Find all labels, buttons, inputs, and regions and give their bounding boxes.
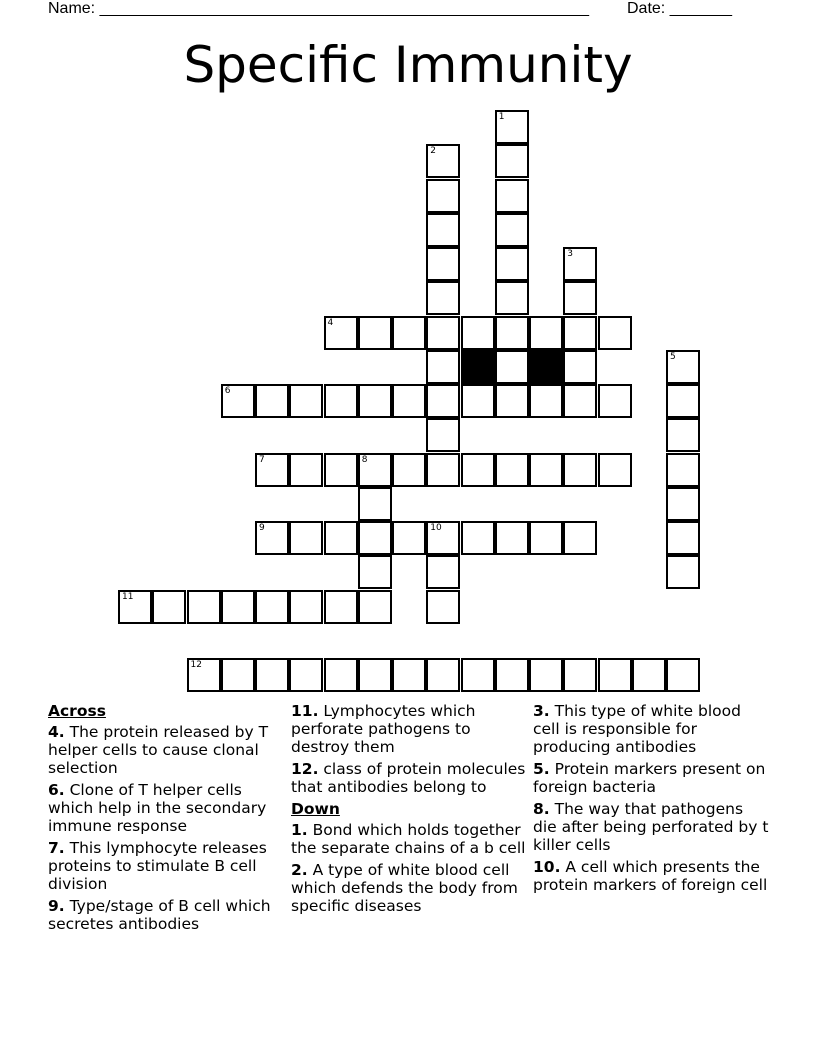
crossword-cell[interactable] [529, 384, 563, 418]
clue-item-number: 1. [291, 821, 308, 839]
crossword-cell[interactable] [255, 384, 289, 418]
crossword-cell[interactable] [598, 316, 632, 350]
clue-number: 1 [498, 112, 505, 122]
clue-item [291, 861, 527, 915]
crossword-cell[interactable] [324, 521, 358, 555]
clue-number: 5 [670, 351, 676, 362]
crossword-cell[interactable] [529, 316, 563, 350]
crossword-cell[interactable] [563, 658, 597, 692]
crossword-cell[interactable] [461, 316, 495, 350]
crossword-cell[interactable] [426, 384, 460, 418]
clue-item-number: 6. [48, 781, 65, 799]
crossword-cell[interactable] [495, 213, 529, 247]
crossword-cell[interactable] [289, 658, 323, 692]
clue-item-text: class of protein molecules that antibodies belong to [291, 760, 526, 796]
clue-number: 7 [259, 454, 265, 465]
across-heading: Across [48, 702, 106, 720]
crossword-cell[interactable] [187, 590, 221, 624]
crossword-cell[interactable] [461, 521, 495, 555]
clue-number: 6 [224, 386, 231, 396]
clue-item-text: This lymphocyte releases proteins to stimulate B cell division [48, 839, 267, 893]
crossword-cell[interactable] [529, 658, 563, 692]
crossword-cell[interactable] [563, 350, 597, 384]
crossword-cell[interactable] [495, 281, 529, 315]
crossword-cell[interactable] [152, 590, 186, 624]
crossword-cell[interactable] [358, 384, 392, 418]
crossword-cell[interactable] [324, 658, 358, 692]
clue-item-number: 8. [533, 800, 550, 818]
crossword-cell[interactable] [461, 384, 495, 418]
clue-item-number: 10. [533, 858, 561, 876]
name-field-label: Name: _______________________________________________________ [48, 0, 589, 17]
clue-item-number: 5. [533, 760, 550, 778]
clue-number: 11 [122, 591, 134, 602]
crossword-cell[interactable] [289, 590, 323, 624]
crossword-cell[interactable] [392, 521, 426, 555]
crossword-cell[interactable] [392, 384, 426, 418]
black-square [461, 350, 495, 384]
crossword-cell[interactable] [666, 487, 700, 521]
crossword-cell[interactable] [289, 521, 323, 555]
crossword-cell[interactable] [529, 521, 563, 555]
crossword-cell[interactable] [426, 658, 460, 692]
clue-item-number: 2. [291, 861, 308, 879]
clues-column-1 [48, 702, 284, 937]
crossword-cell[interactable] [426, 418, 460, 452]
crossword-cell[interactable] [426, 179, 460, 213]
crossword-cell[interactable] [598, 658, 632, 692]
crossword-cell[interactable] [426, 350, 460, 384]
clue-number: 9 [259, 523, 265, 533]
crossword-cell[interactable] [426, 316, 460, 350]
crossword-cell[interactable] [495, 453, 529, 487]
crossword-cell[interactable] [495, 179, 529, 213]
crossword-cell[interactable] [324, 384, 358, 418]
crossword-cell[interactable] [598, 453, 632, 487]
crossword-cell[interactable] [358, 658, 392, 692]
crossword-cell[interactable] [392, 316, 426, 350]
clue-item-number: 7. [48, 839, 65, 857]
clue-item [48, 897, 284, 933]
page-title: Specific Immunity [183, 36, 633, 94]
down-clue-list [291, 821, 527, 915]
crossword-cell[interactable] [666, 453, 700, 487]
crossword-cell[interactable] [289, 453, 323, 487]
black-square [529, 350, 563, 384]
clue-item-text: This type of white blood cell is responsible for producing antibodies [533, 702, 741, 756]
down-heading: Down [291, 800, 340, 818]
crossword-cell[interactable] [495, 316, 529, 350]
clue-number: 8 [361, 454, 368, 465]
crossword-cell[interactable] [563, 384, 597, 418]
crossword-cell[interactable] [324, 590, 358, 624]
crossword-cell[interactable] [529, 453, 563, 487]
clue-item-number: 12. [291, 760, 319, 778]
crossword-cell[interactable] [461, 453, 495, 487]
crossword-cell[interactable] [563, 521, 597, 555]
clue-item-text: A type of white blood cell which defends the body from specific diseases [291, 861, 518, 915]
crossword-cell[interactable] [495, 350, 529, 384]
clue-item-text: The protein released by T helper cells to cause clonal selection [48, 723, 269, 777]
crossword-cell[interactable] [461, 658, 495, 692]
date-field-label: Date: _______ [627, 0, 732, 17]
crossword-cell[interactable] [598, 384, 632, 418]
clues-column-2 [291, 702, 527, 919]
across-clue-list [48, 723, 284, 933]
crossword-cell[interactable] [324, 453, 358, 487]
clue-item-number: 4. [48, 723, 65, 741]
crossword-cell[interactable] [221, 658, 255, 692]
across-clue-list-continued [291, 702, 527, 796]
clue-item [48, 723, 284, 777]
crossword-cell[interactable] [426, 590, 460, 624]
crossword-cell[interactable] [392, 453, 426, 487]
crossword-cell[interactable] [426, 213, 460, 247]
clue-item [291, 760, 527, 796]
crossword-cell[interactable] [255, 658, 289, 692]
clue-number: 3 [567, 249, 573, 259]
crossword-cell[interactable] [495, 384, 529, 418]
crossword-cell[interactable] [358, 521, 392, 555]
crossword-cell[interactable] [426, 555, 460, 589]
crossword-cell[interactable] [563, 316, 597, 350]
crossword-cell[interactable] [426, 281, 460, 315]
clue-number: 10 [430, 523, 442, 533]
clue-number: 2 [430, 146, 436, 157]
clues-column-3 [533, 702, 769, 898]
crossword-cell[interactable] [221, 590, 255, 624]
clue-item [533, 858, 769, 894]
crossword-cell[interactable] [666, 521, 700, 555]
crossword-cell[interactable] [358, 316, 392, 350]
crossword-cell[interactable] [563, 281, 597, 315]
clue-item-text: Clone of T helper cells which help in the secondary immune response [48, 781, 267, 835]
clue-item [533, 760, 769, 796]
clue-item-number: 11. [291, 702, 319, 720]
crossword-cell[interactable] [632, 658, 666, 692]
crossword-cell[interactable] [666, 384, 700, 418]
crossword-cell[interactable] [426, 247, 460, 281]
clue-item [48, 839, 284, 893]
crossword-cell[interactable] [666, 418, 700, 452]
crossword-cell[interactable] [358, 555, 392, 589]
crossword-cell[interactable] [289, 384, 323, 418]
clue-item-number: 3. [533, 702, 550, 720]
clue-item-text: Protein markers present on foreign bacteria [533, 760, 766, 796]
crossword-cell[interactable] [358, 487, 392, 521]
clue-item-text: Type/stage of B cell which secretes antibodies [48, 897, 271, 933]
clue-item-text: A cell which presents the protein markers of foreign cell [533, 858, 768, 894]
clue-item-text: The way that pathogens die after being perforated by t killer cells [533, 800, 769, 854]
crossword-cell[interactable] [666, 658, 700, 692]
clue-item [291, 821, 527, 857]
crossword-cell[interactable] [495, 521, 529, 555]
down-clue-list-continued [533, 702, 769, 894]
clue-number: 12 [190, 660, 202, 670]
crossword-cell[interactable] [495, 658, 529, 692]
crossword-cell[interactable] [495, 144, 529, 178]
clue-item-text: Lymphocytes which perforate pathogens to destroy them [291, 702, 476, 756]
crossword-cell[interactable] [392, 658, 426, 692]
clue-item [533, 702, 769, 756]
clue-item [533, 800, 769, 854]
crossword-cell[interactable] [255, 590, 289, 624]
crossword-cell[interactable] [563, 453, 597, 487]
clue-item-text: Bond which holds together the separate chains of a b cell [291, 821, 526, 857]
clue-item [291, 702, 527, 756]
clue-number: 4 [327, 317, 334, 328]
crossword-cell[interactable] [358, 590, 392, 624]
crossword-cell[interactable] [426, 453, 460, 487]
crossword-cell[interactable] [495, 247, 529, 281]
crossword-cell[interactable] [666, 555, 700, 589]
clue-item [48, 781, 284, 835]
clue-item-number: 9. [48, 897, 65, 915]
